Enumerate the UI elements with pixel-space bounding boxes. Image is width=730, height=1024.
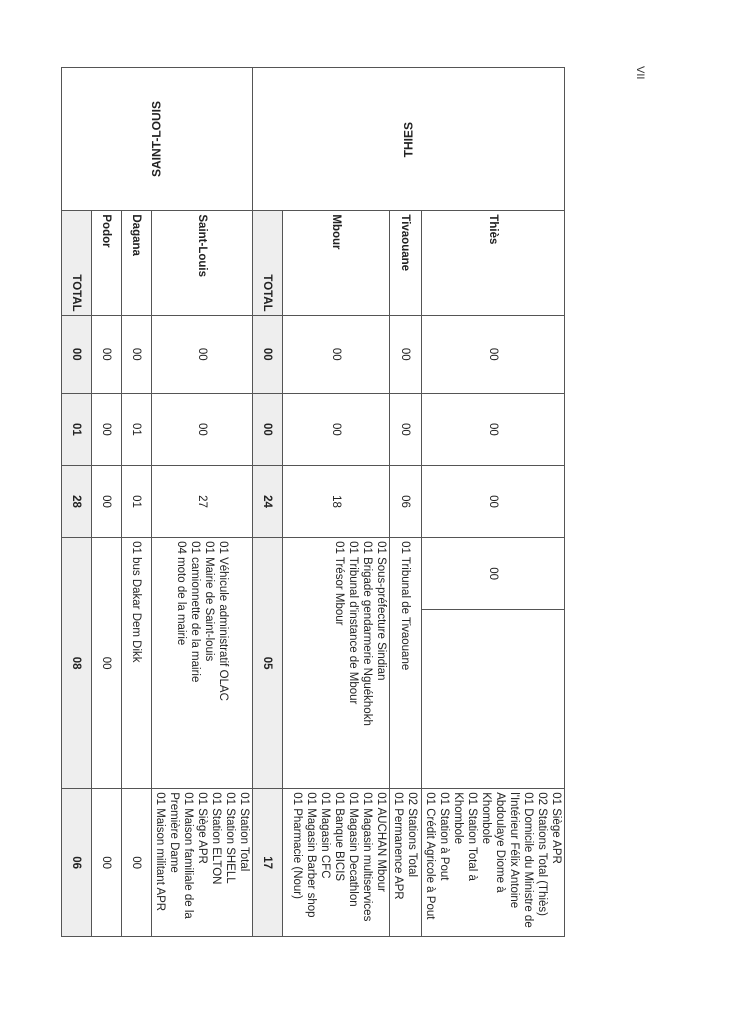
cell: 00 xyxy=(252,393,282,465)
cell: 00 xyxy=(252,315,282,393)
list-item: 01 Maison familiale de la Première Dame xyxy=(167,792,194,919)
list-item: 01 Véhicule administratif OLAC xyxy=(216,541,229,701)
list-item: 01 Magasin CFC xyxy=(318,792,331,879)
cell: 00 xyxy=(421,538,564,610)
cell: 00 xyxy=(282,315,389,393)
cell: 00 xyxy=(121,315,151,393)
cell: 00 xyxy=(121,789,151,937)
region-thies: THIES xyxy=(252,68,564,211)
cell-list xyxy=(151,789,252,937)
cell: 00 xyxy=(91,465,121,537)
total-label: TOTAL xyxy=(61,211,91,315)
cell: 00 xyxy=(421,315,564,393)
cell: 06 xyxy=(61,789,91,937)
list-item: 01 Magasin multiservices xyxy=(360,792,373,922)
dept-mbour: Mbour xyxy=(282,211,389,315)
cell: 17 xyxy=(252,789,282,937)
list-item: 01 Station Total xyxy=(237,792,250,872)
cell: 00 xyxy=(91,538,121,789)
cell-list xyxy=(421,610,564,789)
cell: 28 xyxy=(61,465,91,537)
list-item: 01 Trésor Mbour xyxy=(332,541,345,626)
cell-list xyxy=(282,789,389,937)
list-item: 01 Station Total à Khombole xyxy=(451,792,478,881)
list-item: 02 Stations Total xyxy=(406,792,419,878)
list-item: 04 moto de la mairie xyxy=(174,541,187,646)
list-item: 01 Banque BICIS xyxy=(332,792,345,882)
cell: 06 xyxy=(389,465,421,537)
list-item: 01 Station SHELL xyxy=(223,792,236,884)
cell: 00 xyxy=(61,315,91,393)
cell: 00 xyxy=(91,393,121,465)
cell: 01 xyxy=(121,465,151,537)
total-label: TOTAL xyxy=(252,211,282,315)
list-item: 01 Domicile du Ministre de l'Intérieur Félix Antoine Abdoulaye Diome à Khombole xyxy=(479,792,534,928)
cell: 00 xyxy=(421,465,564,537)
list-item: 01 Crédit Agricole à Pout xyxy=(423,792,436,920)
dept-tivaouane: Tivaouane xyxy=(389,211,421,315)
dept-thies: Thiès xyxy=(421,211,564,315)
cell: 00 xyxy=(151,393,252,465)
list-item: 01 Brigade gendarmerie Nguékhokh xyxy=(360,541,373,726)
cell: 24 xyxy=(252,465,282,537)
cell: 18 xyxy=(282,465,389,537)
list-item: 01 Siège APR xyxy=(195,792,208,864)
list-item: 01 Mairie de Saint-louis xyxy=(202,541,215,662)
cell-list xyxy=(151,538,252,789)
cell-list xyxy=(389,538,421,789)
cell-list xyxy=(389,789,421,937)
cell: 08 xyxy=(61,538,91,789)
cell-list xyxy=(121,538,151,789)
list-item: 02 Stations Total (Thiès) xyxy=(535,792,548,917)
cell: 27 xyxy=(151,465,252,537)
list-item: 01 Station ELTON xyxy=(209,792,222,885)
list-item: 01 Siège APR xyxy=(550,792,562,864)
cell: 00 xyxy=(91,789,121,937)
rotated-table-container xyxy=(65,67,565,937)
cell: 00 xyxy=(151,315,252,393)
list-item: 01 Magasin Barber shop xyxy=(304,792,317,918)
cell: 00 xyxy=(389,315,421,393)
cell: 00 xyxy=(282,393,389,465)
region-saint-louis: SAINT-LOUIS xyxy=(61,68,252,211)
page-number: VII xyxy=(634,66,646,80)
cell: 01 xyxy=(121,393,151,465)
list-item: 01 Maison militant APR xyxy=(153,792,166,912)
list-item: 01 Station à Pout xyxy=(437,792,450,881)
list-item: 01 Tribunal d'instance de Mbour xyxy=(346,541,359,705)
cell-list xyxy=(282,538,389,789)
cell: 01 xyxy=(61,393,91,465)
list-item: 01 camionnette de la mairie xyxy=(188,541,201,683)
cell: 05 xyxy=(252,538,282,789)
list-item: 01 bus Dakar Dem Dikk xyxy=(130,541,143,663)
list-item: 01 Permanence APR xyxy=(392,792,405,900)
table-row xyxy=(421,68,564,937)
table-row xyxy=(151,68,252,937)
dept-saint-louis: Saint-Louis xyxy=(151,211,252,315)
data-table xyxy=(61,67,565,937)
cell: 00 xyxy=(91,315,121,393)
cell-list xyxy=(421,789,564,937)
list-item: 01 Pharmacie (Nour) xyxy=(290,792,303,899)
cell: 00 xyxy=(389,393,421,465)
dept-podor: Podor xyxy=(91,211,121,315)
list-item: 01 Magasin Decathlon xyxy=(346,792,359,907)
list-item: 01 AUCHAN Mbour xyxy=(374,792,387,892)
dept-dagana: Dagana xyxy=(121,211,151,315)
list-item: 01 Tribunal de Tivaouane xyxy=(399,541,412,671)
cell: 00 xyxy=(421,393,564,465)
list-item: 01 Sous-préfecture Sindian xyxy=(374,541,387,681)
